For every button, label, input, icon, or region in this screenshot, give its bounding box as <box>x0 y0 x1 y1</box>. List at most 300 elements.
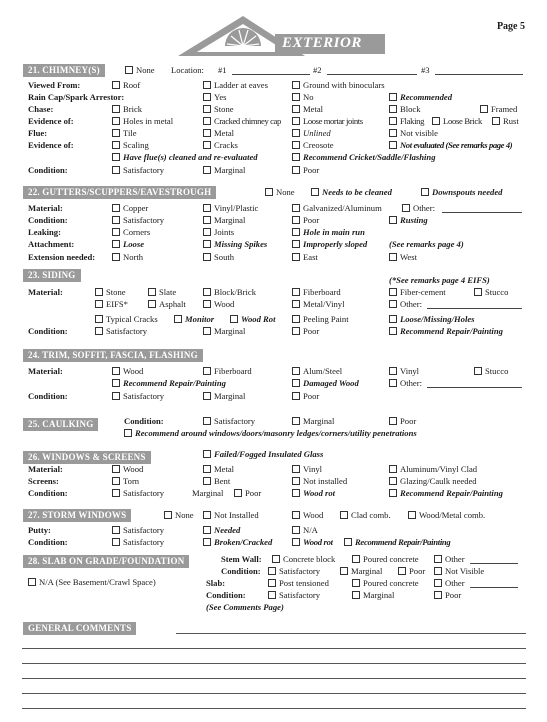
checkbox-icon[interactable] <box>292 288 300 296</box>
chimney-none-option[interactable] <box>125 66 155 75</box>
attachment-label: Attachment: <box>28 239 75 249</box>
checkbox-icon[interactable] <box>203 538 211 546</box>
checkbox-icon[interactable] <box>389 105 397 113</box>
checkbox-icon[interactable] <box>292 166 300 174</box>
checkbox-icon[interactable] <box>292 253 300 261</box>
option-clad-comb[interactable] <box>340 511 391 520</box>
checkbox-icon[interactable] <box>340 511 348 519</box>
checkbox-icon[interactable] <box>203 216 211 224</box>
checkbox-icon[interactable] <box>292 511 300 519</box>
option-stone[interactable] <box>203 105 234 114</box>
option-label: Brick <box>123 104 143 114</box>
option-label: Block <box>400 104 421 114</box>
checkbox-icon[interactable] <box>112 141 120 149</box>
option-sw-wood-rot[interactable] <box>292 538 333 547</box>
checkbox-icon[interactable] <box>389 93 397 101</box>
checkbox-icon[interactable] <box>292 300 300 308</box>
checkbox-icon[interactable] <box>389 489 397 497</box>
checkbox-icon[interactable] <box>95 327 103 335</box>
checkbox-icon[interactable] <box>203 450 211 458</box>
option-stem-not-visible[interactable] <box>434 567 484 576</box>
option-needs-cleaned[interactable] <box>311 188 392 197</box>
checkbox-icon[interactable] <box>492 117 500 125</box>
checkbox-icon[interactable] <box>292 153 300 161</box>
option-eifs[interactable] <box>95 300 128 309</box>
option-label: Poured concrete <box>363 578 419 588</box>
checkbox-icon[interactable] <box>203 240 211 248</box>
option-post-tensioned[interactable] <box>268 579 329 588</box>
option-label: Stone <box>106 287 126 297</box>
option-w-marginal[interactable] <box>192 489 223 498</box>
checkbox-icon[interactable] <box>95 288 103 296</box>
option-ladder[interactable] <box>203 81 268 90</box>
checkbox-icon[interactable] <box>434 579 442 587</box>
checkbox-icon[interactable] <box>389 327 397 335</box>
comment-line[interactable] <box>22 708 526 709</box>
option-caulk-recommend[interactable] <box>124 429 417 438</box>
option-w-vinyl[interactable] <box>292 465 322 474</box>
checkbox-icon[interactable] <box>112 216 120 224</box>
option-stone[interactable] <box>95 288 126 297</box>
option-t-marginal[interactable] <box>203 392 245 401</box>
option-fiberboard[interactable] <box>292 288 341 297</box>
comment-line[interactable] <box>22 693 526 694</box>
checkbox-icon[interactable] <box>352 579 360 587</box>
gutters-none-option[interactable] <box>265 188 295 197</box>
option-yes[interactable] <box>203 93 227 102</box>
checkbox-icon[interactable] <box>389 288 397 296</box>
checkbox-icon[interactable] <box>389 216 397 224</box>
option-cracks[interactable] <box>203 141 238 150</box>
checkbox-icon[interactable] <box>203 465 211 473</box>
checkbox-icon[interactable] <box>434 555 442 563</box>
option-asphalt[interactable] <box>148 300 186 309</box>
option-label: Wood rot <box>303 488 336 498</box>
checkbox-icon[interactable] <box>398 567 406 575</box>
option-sw-repair[interactable] <box>344 538 450 547</box>
putty-label: Putty: <box>28 525 51 535</box>
option-gutter-other[interactable] <box>402 204 435 213</box>
option-typical-cracks[interactable] <box>95 315 158 324</box>
leaking-label: Leaking: <box>28 227 61 237</box>
checkbox-icon[interactable] <box>340 567 348 575</box>
checkbox-icon[interactable] <box>292 129 300 137</box>
option-cracked-cap[interactable] <box>203 117 281 126</box>
checkbox-icon[interactable] <box>125 66 133 74</box>
option-trim-other[interactable] <box>389 379 422 388</box>
checkbox-icon[interactable] <box>203 166 211 174</box>
option-metal-vinyl[interactable] <box>292 300 345 309</box>
option-label: Poor <box>445 590 462 600</box>
location-1-field[interactable] <box>232 74 310 75</box>
option-torn[interactable] <box>112 477 139 486</box>
checkbox-icon[interactable] <box>389 465 397 473</box>
option-trim-repair[interactable] <box>112 379 226 388</box>
checkbox-icon[interactable] <box>389 477 397 485</box>
option-not-evaluated[interactable] <box>389 141 512 150</box>
checkbox-icon[interactable] <box>292 392 300 400</box>
checkbox-icon[interactable] <box>268 567 276 575</box>
checkbox-icon[interactable] <box>432 117 440 125</box>
checkbox-icon[interactable] <box>292 379 300 387</box>
checkbox-icon[interactable] <box>112 465 120 473</box>
option-label: Needs to be cleaned <box>322 187 392 197</box>
option-marginal[interactable] <box>203 166 245 175</box>
option-glazing[interactable] <box>389 477 477 486</box>
option-north[interactable] <box>112 253 143 262</box>
checkbox-icon[interactable] <box>292 117 300 125</box>
option-hole-main[interactable] <box>292 228 365 237</box>
option-downspouts[interactable] <box>421 188 502 197</box>
checkbox-icon[interactable] <box>203 105 211 113</box>
checkbox-icon[interactable] <box>292 105 300 113</box>
checkbox-icon[interactable] <box>292 526 300 534</box>
option-label: Satisfactory <box>123 525 165 535</box>
location-2-field[interactable] <box>327 74 417 75</box>
option-stem-poor[interactable] <box>398 567 425 576</box>
option-w-wood[interactable] <box>112 465 143 474</box>
comment-line[interactable] <box>22 663 526 664</box>
checkbox-icon[interactable] <box>203 93 211 101</box>
option-corners[interactable] <box>112 228 150 237</box>
option-w-repair[interactable] <box>389 489 503 498</box>
option-not-installed[interactable] <box>292 477 347 486</box>
gutter-other-field[interactable] <box>442 212 522 213</box>
option-framed[interactable] <box>480 105 517 114</box>
checkbox-icon[interactable] <box>272 555 280 563</box>
option-loose-missing[interactable] <box>389 315 475 324</box>
option-trim-wood[interactable] <box>112 367 143 376</box>
option-west[interactable] <box>389 253 417 262</box>
checkbox-icon[interactable] <box>112 538 120 546</box>
checkbox-icon[interactable] <box>292 327 300 335</box>
siding-material-label: Material: <box>28 287 63 297</box>
checkbox-icon[interactable] <box>389 367 397 375</box>
checkbox-icon[interactable] <box>112 240 120 248</box>
checkbox-icon[interactable] <box>230 315 238 323</box>
option-label: Marginal <box>214 215 246 225</box>
option-stem-other[interactable] <box>434 555 465 564</box>
option-block[interactable] <box>389 105 421 114</box>
location-3-field[interactable] <box>435 74 523 75</box>
checkbox-icon[interactable] <box>480 105 488 113</box>
option-putty-needed[interactable] <box>203 526 240 535</box>
option-damaged-wood[interactable] <box>292 379 359 388</box>
option-sw-wood[interactable] <box>292 511 323 520</box>
option-g-poor[interactable] <box>292 216 319 225</box>
option-east[interactable] <box>292 253 318 262</box>
option-tile[interactable] <box>112 129 137 138</box>
checkbox-icon[interactable] <box>112 153 120 161</box>
option-s-marginal[interactable] <box>203 327 245 336</box>
option-loose-brick[interactable] <box>432 117 482 126</box>
trim-other-field[interactable] <box>427 387 522 388</box>
checkbox-icon[interactable] <box>292 489 300 497</box>
checkbox-icon[interactable] <box>389 379 397 387</box>
checkbox-icon[interactable] <box>268 579 276 587</box>
checkbox-icon[interactable] <box>292 465 300 473</box>
checkbox-icon[interactable] <box>292 477 300 485</box>
option-label: Broken/Cracked <box>214 537 273 547</box>
option-scaling[interactable] <box>112 141 149 150</box>
option-label: Marginal <box>351 566 383 576</box>
checkbox-icon[interactable] <box>421 188 429 196</box>
option-slab-poured[interactable] <box>352 579 419 588</box>
checkbox-icon[interactable] <box>311 188 319 196</box>
comment-line[interactable] <box>22 678 526 679</box>
see-remarks-note: (See remarks page 4) <box>389 239 464 249</box>
checkbox-icon[interactable] <box>124 429 132 437</box>
checkbox-icon[interactable] <box>203 367 211 375</box>
option-alum-vinyl-clad[interactable] <box>389 465 477 474</box>
option-broken-cracked[interactable] <box>203 538 272 547</box>
checkbox-icon[interactable] <box>203 300 211 308</box>
option-peeling-paint[interactable] <box>292 315 349 324</box>
comment-line[interactable] <box>22 648 526 649</box>
checkbox-icon[interactable] <box>112 117 120 125</box>
checkbox-icon[interactable] <box>292 538 300 546</box>
checkbox-icon[interactable] <box>434 591 442 599</box>
checkbox-icon[interactable] <box>112 204 120 212</box>
option-unlined[interactable] <box>292 129 331 138</box>
option-c-satisfactory[interactable] <box>203 417 255 426</box>
checkbox-icon[interactable] <box>203 129 211 137</box>
checkbox-icon[interactable] <box>164 511 172 519</box>
option-slate[interactable] <box>148 288 176 297</box>
checkbox-icon[interactable] <box>268 591 276 599</box>
option-flue-cleaned[interactable] <box>112 153 258 162</box>
checkbox-icon[interactable] <box>389 417 397 425</box>
checkbox-icon[interactable] <box>292 81 300 89</box>
checkbox-icon[interactable] <box>112 392 120 400</box>
option-copper[interactable] <box>112 204 148 213</box>
checkbox-icon[interactable] <box>95 315 103 323</box>
option-w-metal[interactable] <box>203 465 234 474</box>
option-bent[interactable] <box>203 477 230 486</box>
option-label: Damaged Wood <box>303 378 359 388</box>
option-poured-concrete[interactable] <box>352 555 419 564</box>
option-no[interactable] <box>292 93 314 102</box>
checkbox-icon[interactable] <box>292 367 300 375</box>
option-missing-spikes[interactable] <box>203 240 267 249</box>
checkbox-icon[interactable] <box>408 511 416 519</box>
option-sw-satisfactory[interactable] <box>112 538 164 547</box>
option-wood-rot[interactable] <box>230 315 275 324</box>
checkbox-icon[interactable] <box>292 240 300 248</box>
option-not-visible[interactable] <box>389 129 438 138</box>
option-stem-marginal[interactable] <box>340 567 382 576</box>
checkbox-icon[interactable] <box>292 216 300 224</box>
checkbox-icon[interactable] <box>402 204 410 212</box>
option-c-marginal[interactable] <box>292 417 334 426</box>
option-roof[interactable] <box>112 81 140 90</box>
option-loose-mortar[interactable] <box>292 117 363 126</box>
option-rusting[interactable] <box>389 216 428 225</box>
viewed-from-label: Viewed From: <box>28 80 81 90</box>
option-vinyl-plastic[interactable] <box>203 204 258 213</box>
checkbox-icon[interactable] <box>112 379 120 387</box>
checkbox-icon[interactable] <box>203 141 211 149</box>
option-label: None <box>175 510 194 520</box>
checkbox-icon[interactable] <box>265 188 273 196</box>
option-t-satisfactory[interactable] <box>112 392 164 401</box>
option-label: Block/Brick <box>214 287 257 297</box>
checkbox-icon[interactable] <box>203 526 211 534</box>
checkbox-icon[interactable] <box>112 81 120 89</box>
option-cricket[interactable] <box>292 153 436 162</box>
checkbox-icon[interactable] <box>389 117 397 125</box>
checkbox-icon[interactable] <box>203 417 211 425</box>
option-label: Recommend Repair/Painting <box>123 378 226 388</box>
checkbox-icon[interactable] <box>112 129 120 137</box>
option-siding-other[interactable] <box>389 300 422 309</box>
option-ground[interactable] <box>292 81 385 90</box>
checkbox-icon[interactable] <box>292 315 300 323</box>
checkbox-icon[interactable] <box>389 141 397 149</box>
option-putty-satisfactory[interactable] <box>112 526 164 535</box>
window-condition-label: Condition: <box>28 488 68 498</box>
option-label: Satisfactory <box>279 566 321 576</box>
option-vinyl[interactable] <box>389 367 419 376</box>
comment-line[interactable] <box>176 633 526 634</box>
checkbox-icon[interactable] <box>203 228 211 236</box>
checkbox-icon[interactable] <box>148 288 156 296</box>
option-slab-satisfactory[interactable] <box>268 591 320 600</box>
checkbox-icon[interactable] <box>28 578 36 586</box>
option-brick[interactable] <box>112 105 142 114</box>
option-block-brick[interactable] <box>203 288 256 297</box>
checkbox-icon[interactable] <box>389 315 397 323</box>
checkbox-icon[interactable] <box>203 327 211 335</box>
option-label: Fiber-cement <box>400 287 446 297</box>
option-satisfactory[interactable] <box>112 166 164 175</box>
checkbox-icon[interactable] <box>112 367 120 375</box>
option-monitor[interactable] <box>174 315 214 324</box>
option-metal[interactable] <box>292 105 323 114</box>
option-sw-none[interactable] <box>164 511 194 520</box>
slab-other-field[interactable] <box>470 587 518 588</box>
option-c-poor[interactable] <box>389 417 416 426</box>
option-w-poor[interactable] <box>234 489 261 498</box>
checkbox-icon[interactable] <box>203 117 211 125</box>
option-failed-glass[interactable] <box>203 450 323 459</box>
checkbox-icon[interactable] <box>352 591 360 599</box>
option-label: Recommend around windows/doors/masonry ledges/corners/utility penetrations <box>135 428 417 438</box>
checkbox-icon[interactable] <box>389 129 397 137</box>
option-label: Hole in main run <box>303 227 365 237</box>
checkbox-icon[interactable] <box>292 204 300 212</box>
option-w-wood-rot[interactable] <box>292 489 335 498</box>
option-trim-fiberboard[interactable] <box>203 367 252 376</box>
checkbox-icon[interactable] <box>389 253 397 261</box>
option-poor[interactable] <box>292 166 319 175</box>
checkbox-icon[interactable] <box>112 105 120 113</box>
checkbox-icon[interactable] <box>203 81 211 89</box>
checkbox-icon[interactable] <box>148 300 156 308</box>
checkbox-icon[interactable] <box>474 288 482 296</box>
checkbox-icon[interactable] <box>434 567 442 575</box>
option-label: North <box>123 252 144 262</box>
checkbox-icon[interactable] <box>352 555 360 563</box>
checkbox-icon[interactable] <box>292 93 300 101</box>
checkbox-icon[interactable] <box>112 253 120 261</box>
option-flaking[interactable] <box>389 117 424 126</box>
option-wood-metal-comb[interactable] <box>408 511 485 520</box>
checkbox-icon[interactable] <box>203 204 211 212</box>
option-label: Alum/Steel <box>303 366 343 376</box>
option-siding-repair[interactable] <box>389 327 503 336</box>
option-stem-satisfactory[interactable] <box>268 567 320 576</box>
checkbox-icon[interactable] <box>203 253 211 261</box>
checkbox-icon[interactable] <box>203 288 211 296</box>
section-26-header <box>23 451 151 464</box>
checkbox-icon[interactable] <box>474 367 482 375</box>
option-concrete-block[interactable] <box>272 555 335 564</box>
option-trim-stucco[interactable] <box>474 367 508 376</box>
option-wood[interactable] <box>203 300 234 309</box>
checkbox-icon[interactable] <box>234 489 242 497</box>
option-flue-metal[interactable] <box>203 129 234 138</box>
stem-wall-label: Stem Wall: <box>221 554 262 564</box>
checkbox-icon[interactable] <box>203 392 211 400</box>
checkbox-icon[interactable] <box>292 228 300 236</box>
checkbox-icon[interactable] <box>203 511 211 519</box>
checkbox-icon[interactable] <box>174 315 182 323</box>
option-fiber-cement[interactable] <box>389 288 446 297</box>
checkbox-icon[interactable] <box>112 489 120 497</box>
option-slab-na[interactable] <box>28 578 156 587</box>
option-label: Fiberboard <box>303 287 341 297</box>
option-loose[interactable] <box>112 240 144 249</box>
checkbox-icon[interactable] <box>292 417 300 425</box>
option-slab-other[interactable] <box>434 579 465 588</box>
option-creosote[interactable] <box>292 141 334 150</box>
option-slab-marginal[interactable] <box>352 591 394 600</box>
option-putty-na[interactable] <box>292 526 318 535</box>
option-label: Not installed <box>303 476 348 486</box>
siding-other-field[interactable] <box>427 308 522 309</box>
option-w-satisfactory[interactable] <box>112 489 164 498</box>
checkbox-icon[interactable] <box>112 228 120 236</box>
checkbox-icon[interactable] <box>292 141 300 149</box>
option-south[interactable] <box>203 253 234 262</box>
stem-other-field[interactable] <box>470 563 518 564</box>
option-stucco[interactable] <box>474 288 508 297</box>
option-label: Torn <box>123 476 140 486</box>
option-sw-not-installed[interactable] <box>203 511 259 520</box>
option-t-poor[interactable] <box>292 392 319 401</box>
option-joints[interactable] <box>203 228 234 237</box>
checkbox-icon[interactable] <box>344 538 352 546</box>
option-galvanized[interactable] <box>292 204 382 213</box>
option-g-satisfactory[interactable] <box>112 216 164 225</box>
option-improperly-sloped[interactable] <box>292 240 367 249</box>
checkbox-icon[interactable] <box>112 526 120 534</box>
option-g-marginal[interactable] <box>203 216 245 225</box>
option-rust[interactable] <box>492 117 519 126</box>
checkbox-icon[interactable] <box>203 477 211 485</box>
option-s-satisfactory[interactable] <box>95 327 147 336</box>
option-slab-poor[interactable] <box>434 591 461 600</box>
checkbox-icon[interactable] <box>95 300 103 308</box>
option-s-poor[interactable] <box>292 327 319 336</box>
checkbox-icon[interactable] <box>389 300 397 308</box>
option-holes-metal[interactable] <box>112 117 173 126</box>
checkbox-icon[interactable] <box>112 477 120 485</box>
option-alum-steel[interactable] <box>292 367 342 376</box>
option-recommended[interactable] <box>389 93 452 102</box>
checkbox-icon[interactable] <box>112 166 120 174</box>
